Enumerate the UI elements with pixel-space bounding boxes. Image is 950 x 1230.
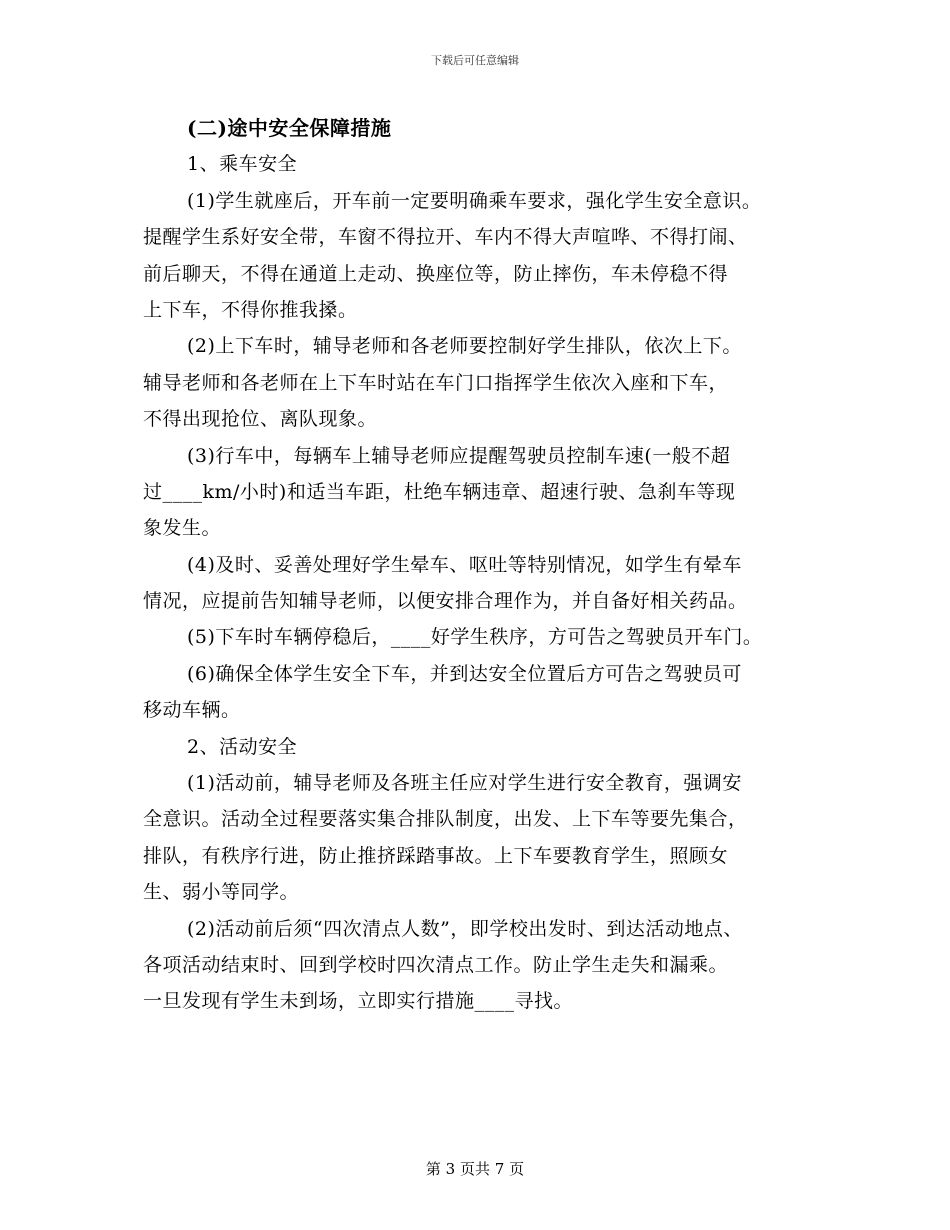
paragraph-line: (1)活动前，辅导老师及各班主任应对学生进行安全教育，强调安 [187, 772, 742, 795]
paragraph-line: (5)下车时车辆停稳后，____好学生秩序，方可告之驾驶员开车门。 [187, 626, 763, 649]
paragraph-line: 移动车辆。 [143, 699, 241, 722]
subsection-heading-activity-safety: 2、活动安全 [187, 735, 298, 758]
paragraph-line: (2)活动前后须“四次清点人数”，即学校出发时、到达活动地点、 [187, 917, 743, 940]
header-note: 下载后可任意编辑 [431, 54, 519, 67]
paragraph-line: 情况，应提前告知辅导老师，以便安排合理作为，并自备好相关药品。 [143, 590, 748, 613]
paragraph-line: 一旦发现有学生未到场，立即实行措施____寻找。 [143, 990, 574, 1013]
document-body [143, 110, 843, 1020]
paragraph-line: (4)及时、妥善处理好学生晕车、呕吐等特别情况，如学生有晕车 [187, 553, 742, 576]
subsection-heading-ride-safety: 1、乘车安全 [187, 153, 298, 176]
paragraph-line: 上下车，不得你推我搡。 [143, 298, 358, 321]
paragraph-line: 前后聊天，不得在通道上走动、换座位等，防止摔伤，车未停稳不得 [143, 262, 729, 285]
paragraph-line: 各项活动结束时、回到学校时四次清点工作。防止学生走失和漏乘。 [143, 953, 729, 976]
paragraph-line: 全意识。活动全过程要落实集合排队制度，出发、上下车等要先集合， [143, 808, 748, 831]
paragraph-line: 过____km/小时)和适当车距，杜绝车辆违章、超速行驶、急刹车等现 [143, 480, 736, 503]
paragraph-line: 不得出现抢位、离队现象。 [143, 408, 378, 431]
page-number: 第 3 页共 7 页 [425, 1160, 525, 1178]
section-heading: (二)途中安全保障措施 [187, 116, 392, 140]
paragraph-line: (3)行车中，每辆车上辅导老师应提醒驾驶员控制车速(一般不超 [187, 444, 731, 467]
paragraph-line: 辅导老师和各老师在上下车时站在车门口指挥学生依次入座和下车， [143, 371, 729, 394]
paragraph-line: 提醒学生系好安全带，车窗不得拉开、车内不得大声喧哗、不得打闹、 [143, 226, 748, 249]
paragraph-line: 生、弱小等同学。 [143, 881, 300, 904]
paragraph-line: 象发生。 [143, 517, 222, 540]
paragraph-line: (6)确保全体学生安全下车，并到达安全位置后方可告之驾驶员可 [187, 662, 742, 685]
paragraph-line: (1)学生就座后，开车前一定要明确乘车要求，强化学生安全意识。 [187, 189, 762, 212]
paragraph-line: (2)上下车时，辅导老师和各老师要控制好学生排队，依次上下。 [187, 335, 742, 358]
paragraph-line: 排队，有秩序行进，防止推挤踩踏事故。上下车要教育学生，照顾女 [143, 844, 729, 867]
